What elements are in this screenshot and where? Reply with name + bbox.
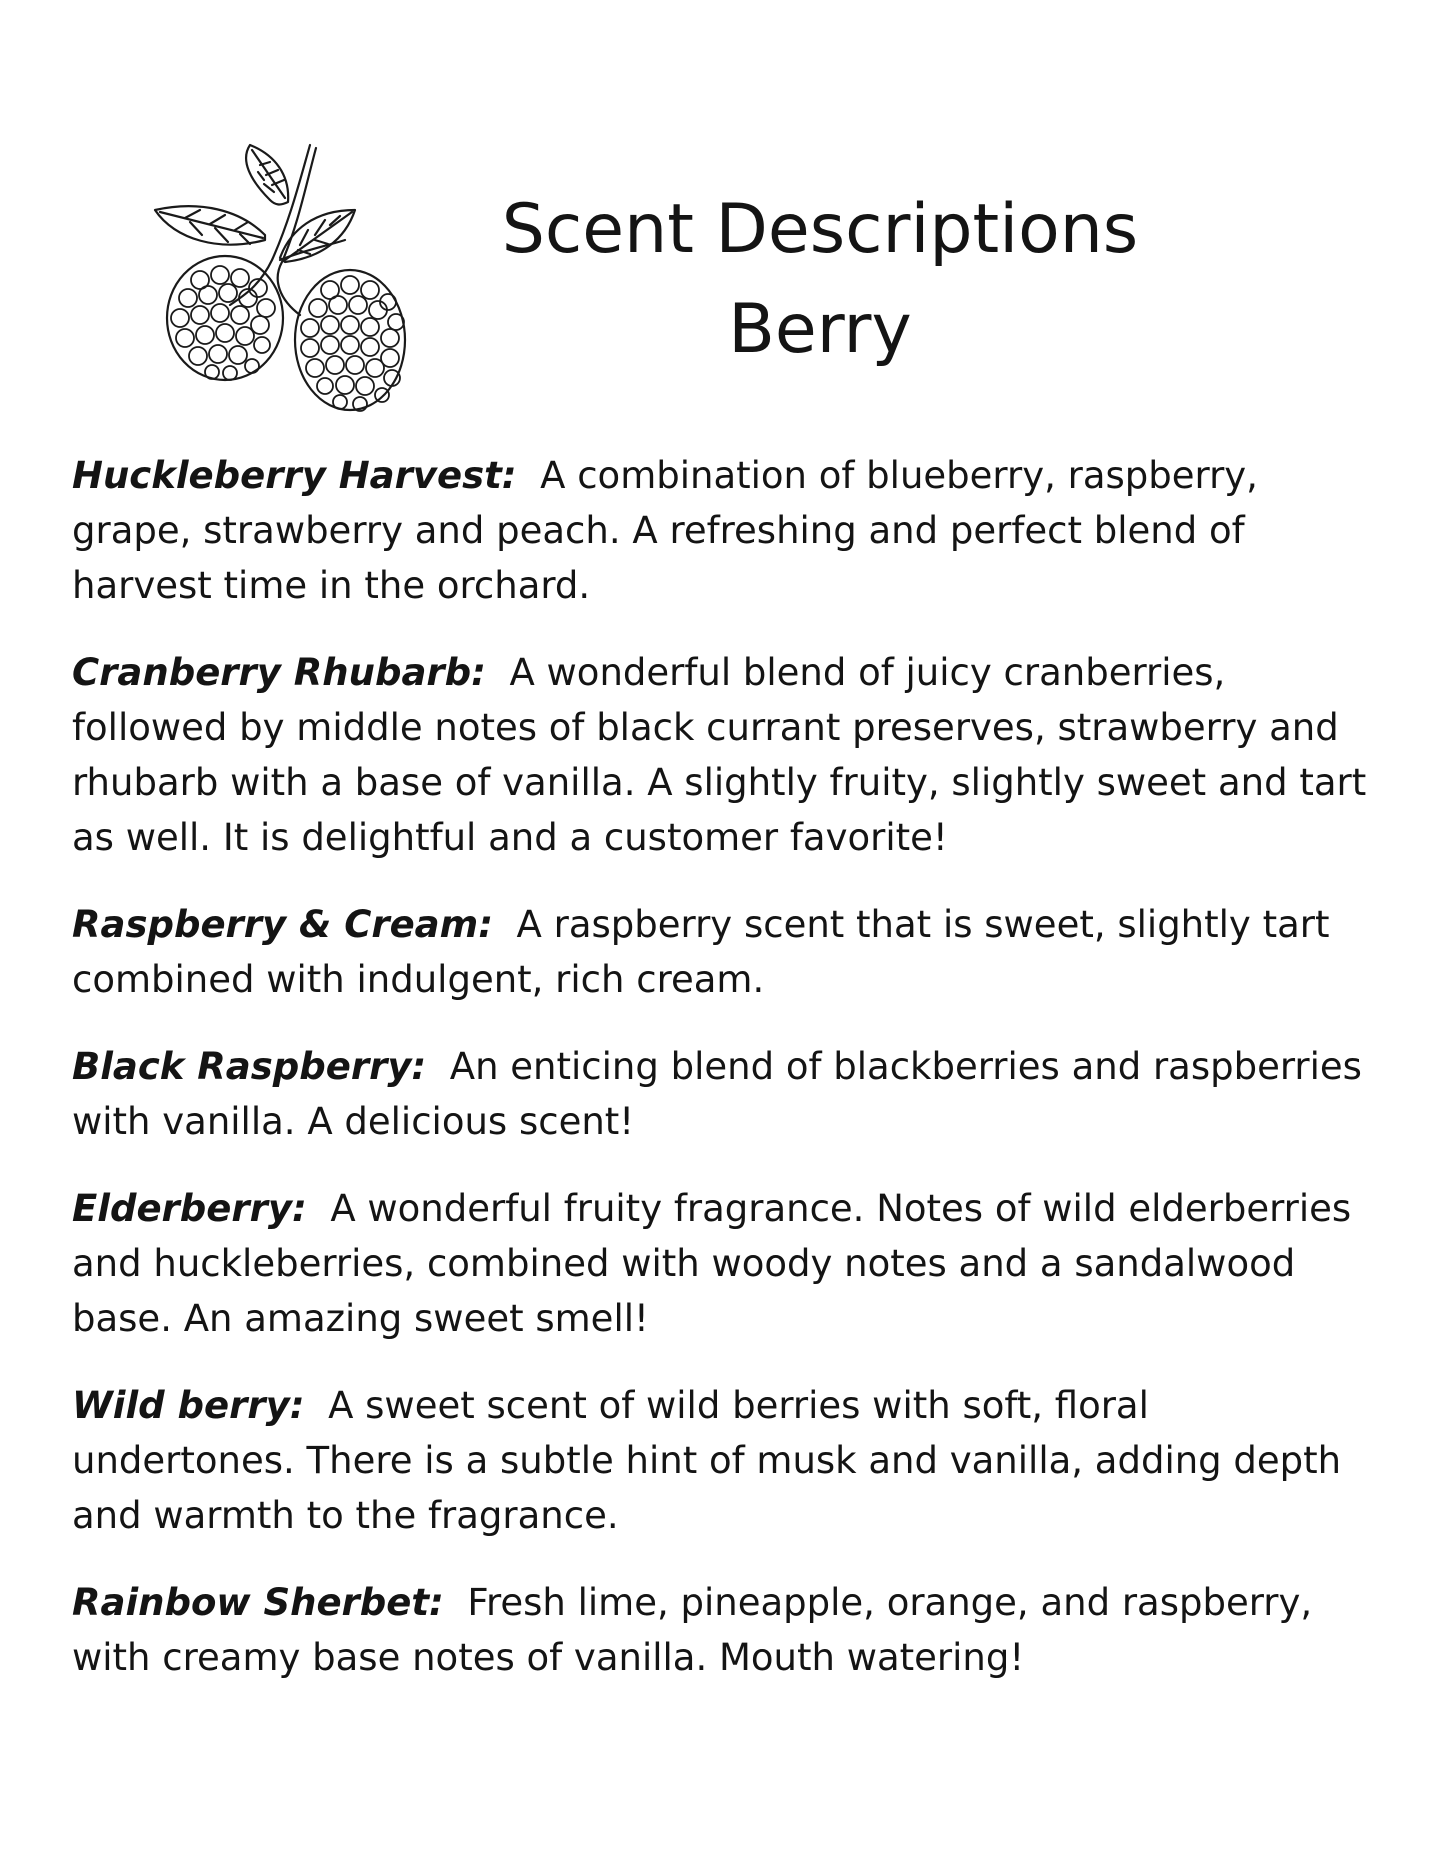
scent-name: Wild berry: <box>72 1384 305 1427</box>
scent-list <box>72 448 1372 1717</box>
scent-name: Raspberry & Cream: <box>72 903 494 946</box>
scent-entry-rainbow-sherbet <box>72 1575 1372 1685</box>
page-title: Scent Descriptions <box>501 190 1139 269</box>
scent-name: Huckleberry Harvest: <box>72 454 517 497</box>
scent-description: A raspberry scent that is sweet, slightly tart combined with indulgent, rich cream. <box>72 903 1330 1001</box>
scent-entry-huckleberry-harvest <box>72 448 1372 613</box>
scent-name: Black Raspberry: <box>72 1045 427 1088</box>
scent-description: A wonderful fruity fragrance. Notes of wild elderberries and huckleberries, combined with woody notes and a sandalwood base. An amazing sweet smell! <box>72 1187 1352 1340</box>
scent-name: Cranberry Rhubarb: <box>72 651 486 694</box>
page-subtitle: Berry <box>728 290 912 369</box>
scent-name: Rainbow Sherbet: <box>72 1581 444 1624</box>
title-block <box>440 180 1200 380</box>
scent-name: Elderberry: <box>72 1187 307 1230</box>
scent-entry-raspberry-cream <box>72 897 1372 1007</box>
scent-description: A combination of blueberry, raspberry, grape, strawberry and peach. A refreshing and perfect blend of harvest time in the orchard. <box>72 454 1258 607</box>
scent-entry-cranberry-rhubarb <box>72 645 1372 865</box>
raspberry-branch-icon <box>140 140 440 420</box>
scent-description: A wonderful blend of juicy cranberries, followed by middle notes of black currant preserves, strawberry and rhubarb with a base of vanilla. A slightly fruity, slightly sweet and tart as well. It is delightful and a customer favorite! <box>72 651 1367 859</box>
scent-entry-wild-berry <box>72 1378 1372 1543</box>
scent-description: A sweet scent of wild berries with soft, floral undertones. There is a subtle hint of musk and vanilla, adding depth and warmth to the fragrance. <box>72 1384 1342 1537</box>
scent-description: An enticing blend of blackberries and raspberries with vanilla. A delicious scent! <box>72 1045 1362 1143</box>
scent-entry-elderberry <box>72 1181 1372 1346</box>
scent-entry-black-raspberry <box>72 1039 1372 1149</box>
scent-description: Fresh lime, pineapple, orange, and raspberry, with creamy base notes of vanilla. Mouth watering! <box>72 1581 1313 1679</box>
